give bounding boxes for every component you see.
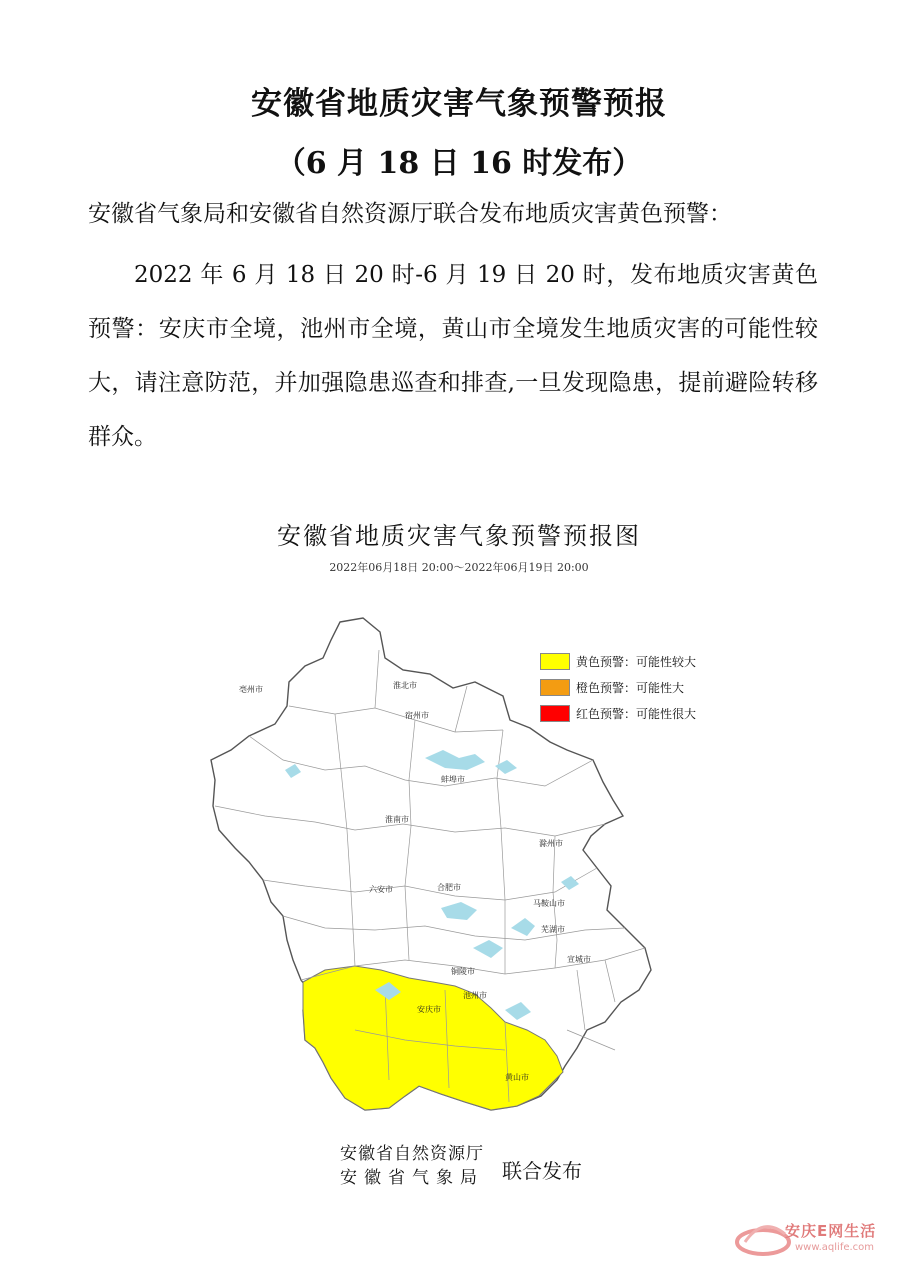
intro-text: 安徽省气象局和安徽省自然资源厅联合发布地质灾害黄色预警： [88, 201, 732, 227]
legend-swatch-orange [540, 679, 570, 696]
city-label-huangshan: 黄山市 [505, 1073, 529, 1082]
city-label-wuhu: 芜湖市 [541, 925, 565, 934]
warning-body: 2022 年 6 月 18 日 20 时-6 月 19 日 20 时，发布地质灾害黄色预警：安庆市全境，池州市全境，黄山市全境发生地质灾害的可能性较大，请注意防范，并加强隐患巡查和排查,一旦发现隐患，提前避险转移群众。 [88, 262, 818, 450]
watermark-url: www.aqlife.com [795, 1242, 875, 1253]
city-label-bozhou: 亳州市 [239, 685, 263, 694]
release-time: （6 月 18 日 16 时发布） [275, 146, 643, 181]
city-label-huainan: 淮南市 [385, 815, 409, 824]
legend-item-red [540, 700, 696, 726]
city-label-xuancheng: 宣城市 [567, 955, 591, 964]
city-label-huaibei: 淮北市 [393, 681, 417, 690]
legend-swatch-yellow [540, 653, 570, 670]
legend-label: 红色预警：可能性很大 [576, 706, 697, 721]
watermark [733, 1212, 913, 1260]
city-label-anqing: 安庆市 [417, 1005, 441, 1014]
city-label-luan: 六安市 [369, 885, 393, 894]
watermark-logo-icon [733, 1212, 793, 1260]
issuer-block [340, 1142, 484, 1190]
issuer-line-2: 安徽省气象局 [340, 1168, 484, 1188]
map-title: 安徽省地质灾害气象预警预报图 [277, 522, 641, 550]
city-label-tongling: 铜陵市 [451, 967, 475, 976]
city-label-maanshan: 马鞍山市 [533, 899, 565, 908]
watermark-text: 安庆E网生活 [785, 1222, 877, 1240]
legend-item-yellow [540, 648, 696, 674]
legend-label: 黄色预警：可能性较大 [576, 654, 697, 669]
city-label-hefei: 合肥市 [437, 883, 461, 892]
city-label-chizhou: 池州市 [463, 991, 487, 1000]
map-legend [540, 648, 696, 726]
legend-item-orange [540, 674, 696, 700]
document-title: 安徽省地质灾害气象预警预报 [251, 86, 667, 122]
city-label-bengbu: 蚌埠市 [441, 775, 465, 784]
city-label-suzhou: 宿州市 [405, 711, 429, 720]
joint-release-label: 联合发布 [502, 1159, 582, 1183]
legend-swatch-red [540, 705, 570, 722]
legend-label: 橙色预警：可能性大 [576, 680, 685, 695]
city-label-chuzhou: 滁州市 [539, 839, 563, 848]
issuer-line-1: 安徽省自然资源厅 [340, 1144, 484, 1164]
map-period: 2022年06月18日 20:00～2022年06月19日 20:00 [329, 561, 589, 574]
